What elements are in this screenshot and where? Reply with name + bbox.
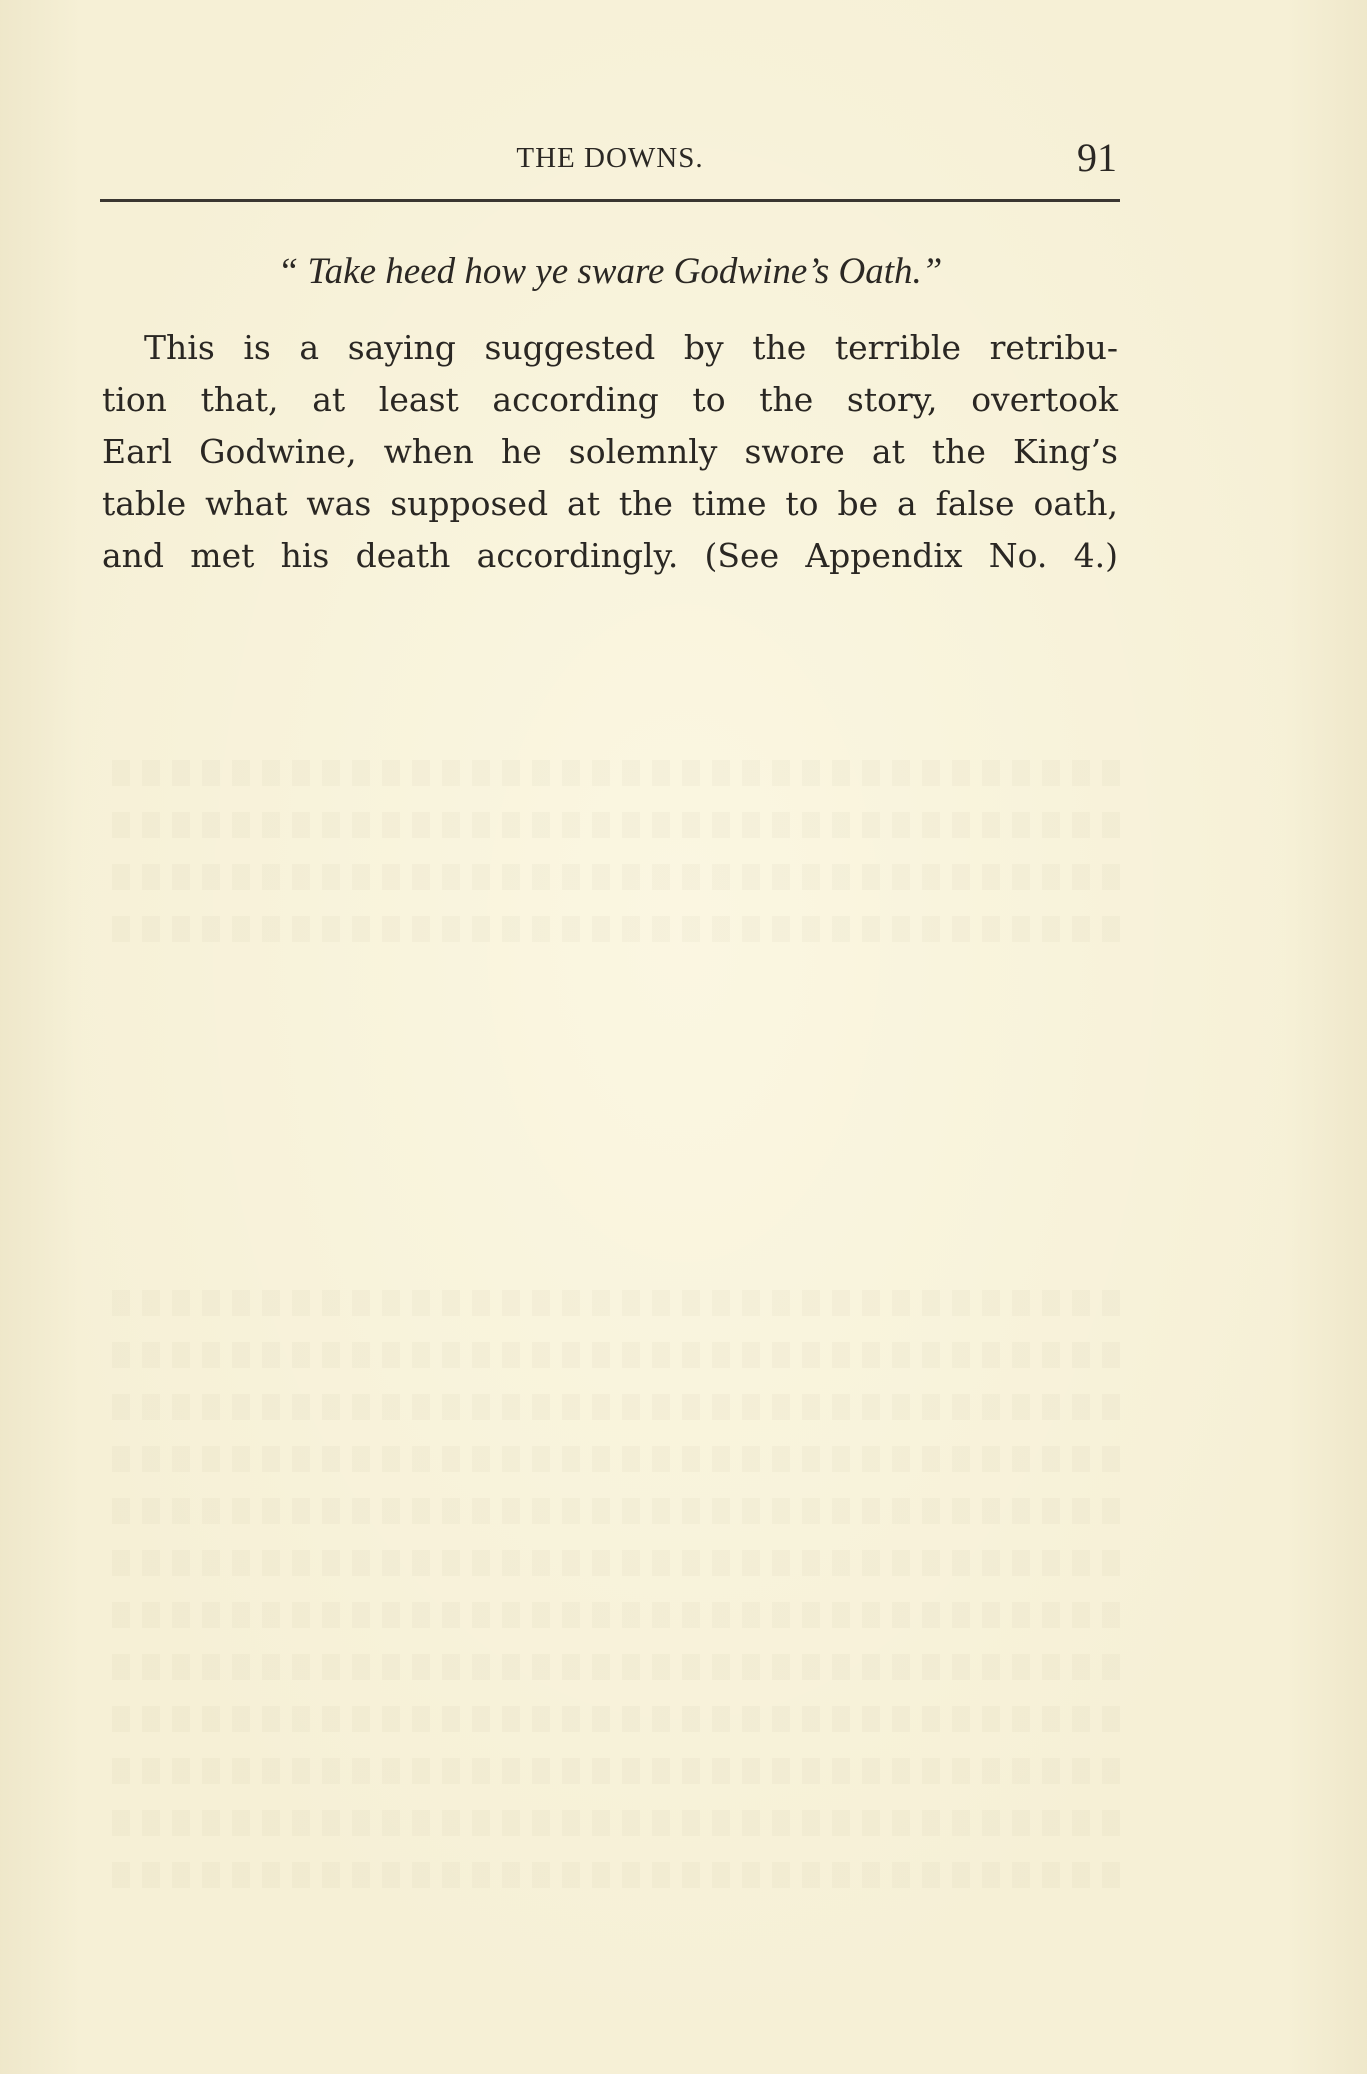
body-paragraph	[102, 322, 1118, 582]
paragraph-line: table what was supposed at the time to be a false oath,	[102, 484, 1118, 523]
show-through-text	[100, 1446, 1120, 1472]
show-through-text	[100, 1498, 1120, 1524]
show-through-text	[100, 916, 1120, 942]
show-through-text	[100, 1550, 1120, 1576]
show-through-text	[100, 1862, 1120, 1888]
paragraph-line: and met his death accordingly. (See Appendix No. 4.)	[102, 536, 1118, 575]
show-through-text	[100, 1290, 1120, 1316]
paragraph-line: Earl Godwine, when he solemnly swore at the King’s	[102, 432, 1118, 471]
show-through-text	[100, 760, 1120, 786]
running-head	[100, 134, 1120, 184]
motto-quote: “ Take heed how ye sware Godwine’s Oath.”	[277, 251, 943, 292]
show-through-text	[100, 812, 1120, 838]
show-through-text	[100, 1342, 1120, 1368]
page-number: 91	[1077, 135, 1117, 180]
show-through-text	[100, 1602, 1120, 1628]
paragraph-line: This is a saying suggested by the terrible retribu-	[144, 328, 1118, 367]
show-through-text	[100, 1706, 1120, 1732]
header-rule	[100, 199, 1120, 202]
running-title: THE DOWNS.	[516, 142, 704, 174]
show-through-text	[100, 1810, 1120, 1836]
show-through-text	[100, 1394, 1120, 1420]
show-through-text	[100, 1654, 1120, 1680]
paragraph-line: tion that, at least according to the story, overtook	[102, 380, 1118, 419]
show-through-text	[100, 864, 1120, 890]
show-through-text	[100, 1758, 1120, 1784]
